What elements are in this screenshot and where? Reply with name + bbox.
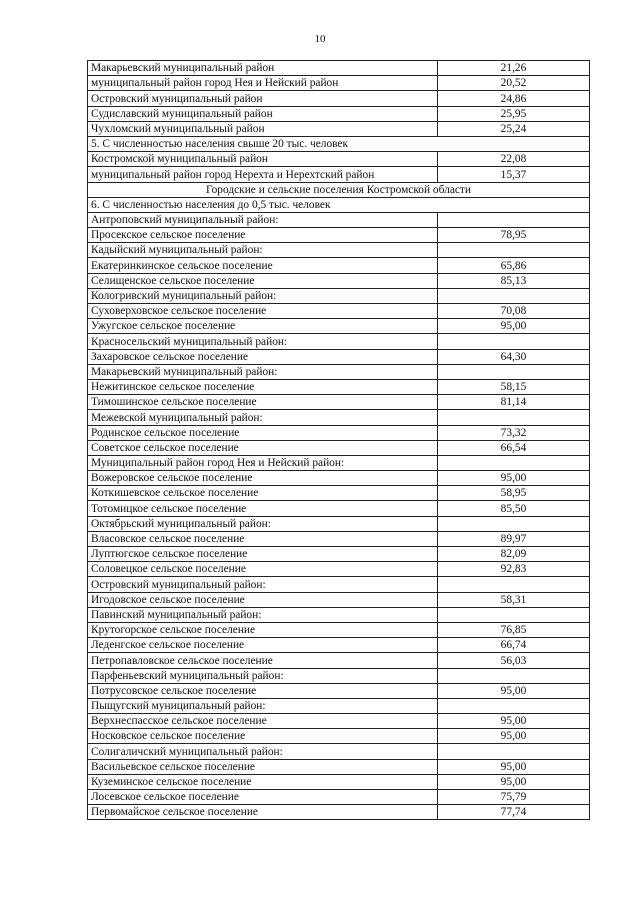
settlement-name: Тотомицкое сельское поселение — [88, 501, 438, 516]
value-cell: 82,09 — [438, 547, 590, 562]
value-cell: 25,95 — [438, 106, 590, 121]
settlement-name: Потрусовское сельское поселение — [88, 683, 438, 698]
district-group-row — [88, 668, 590, 683]
settlement-name: Соловецкое сельское поселение — [88, 562, 438, 577]
table-row — [88, 228, 590, 243]
settlement-name: Власовское сельское поселение — [88, 531, 438, 546]
settlement-name: Тимошинское сельское поселение — [88, 395, 438, 410]
value-cell — [438, 516, 590, 531]
settlement-name: Советское сельское поселение — [88, 440, 438, 455]
district-group-row — [88, 288, 590, 303]
district-name: Антроповский муниципальный район: — [88, 212, 438, 227]
district-group-row — [88, 364, 590, 379]
value-cell — [438, 334, 590, 349]
settlement-name: Нежитинское сельское поселение — [88, 379, 438, 394]
value-cell: 95,00 — [438, 319, 590, 334]
settlement-name: Екатеринкинское сельское поселение — [88, 258, 438, 273]
table-row — [88, 531, 590, 546]
value-cell: 15,37 — [438, 167, 590, 182]
table-row — [88, 304, 590, 319]
table-row — [88, 152, 590, 167]
table-row — [88, 379, 590, 394]
value-cell: 81,14 — [438, 395, 590, 410]
district-group-row — [88, 334, 590, 349]
table-row — [88, 683, 590, 698]
value-cell: 95,00 — [438, 729, 590, 744]
district-group-row — [88, 607, 590, 622]
value-cell — [438, 410, 590, 425]
settlement-name: Чухломский муниципальный район — [88, 121, 438, 136]
table-row — [88, 486, 590, 501]
value-cell — [438, 607, 590, 622]
settlement-name: Игодовское сельское поселение — [88, 592, 438, 607]
value-cell — [438, 243, 590, 258]
value-cell — [438, 288, 590, 303]
value-cell: 85,13 — [438, 273, 590, 288]
table-row — [88, 273, 590, 288]
value-cell: 70,08 — [438, 304, 590, 319]
section-heading: 6. С численностью населения до 0,5 тыс. человек — [88, 197, 590, 212]
value-cell: 76,85 — [438, 622, 590, 637]
table-title-row — [88, 182, 590, 197]
settlement-name: Макарьевский муниципальный район — [88, 61, 438, 76]
settlement-name: Леденгское сельское поселение — [88, 638, 438, 653]
table-row — [88, 622, 590, 637]
settlement-name: Лосевское сельское поселение — [88, 790, 438, 805]
page-number: 10 — [314, 33, 326, 45]
table-row — [88, 349, 590, 364]
settlement-name: Первомайское сельское поселение — [88, 805, 438, 820]
value-cell: 78,95 — [438, 228, 590, 243]
value-cell: 58,31 — [438, 592, 590, 607]
district-group-row — [88, 698, 590, 713]
table-row — [88, 759, 590, 774]
value-cell: 77,74 — [438, 805, 590, 820]
value-cell — [438, 577, 590, 592]
value-cell: 25,24 — [438, 121, 590, 136]
table-row — [88, 395, 590, 410]
table-row — [88, 61, 590, 76]
table-row — [88, 76, 590, 91]
table-row — [88, 471, 590, 486]
district-name: Павинский муниципальный район: — [88, 607, 438, 622]
district-group-row — [88, 744, 590, 759]
value-cell — [438, 668, 590, 683]
table-row — [88, 562, 590, 577]
table-row — [88, 91, 590, 106]
settlement-name: Луптюгское сельское поселение — [88, 547, 438, 562]
value-cell: 66,74 — [438, 638, 590, 653]
value-cell: 73,32 — [438, 425, 590, 440]
district-name: Кадыйский муниципальный район: — [88, 243, 438, 258]
table-row — [88, 790, 590, 805]
value-cell — [438, 455, 590, 470]
table-title: Городские и сельские поселения Костромской области — [88, 182, 590, 197]
table-row — [88, 319, 590, 334]
value-cell — [438, 364, 590, 379]
value-cell: 95,00 — [438, 759, 590, 774]
value-cell: 66,54 — [438, 440, 590, 455]
settlement-name: Просекское сельское поселение — [88, 228, 438, 243]
table-body — [88, 61, 590, 820]
table-row — [88, 653, 590, 668]
table-row — [88, 805, 590, 820]
settlement-name: Крутогорское сельское поселение — [88, 622, 438, 637]
value-cell: 58,15 — [438, 379, 590, 394]
value-cell: 56,03 — [438, 653, 590, 668]
table-row — [88, 425, 590, 440]
value-cell — [438, 744, 590, 759]
district-name: Муниципальный район город Нея и Нейский район: — [88, 455, 438, 470]
district-name: Макарьевский муниципальный район: — [88, 364, 438, 379]
table-row — [88, 106, 590, 121]
district-group-row — [88, 212, 590, 227]
value-cell: 24,86 — [438, 91, 590, 106]
value-cell: 75,79 — [438, 790, 590, 805]
table-row — [88, 714, 590, 729]
district-group-row — [88, 455, 590, 470]
district-name: Парфеньевский муниципальный район: — [88, 668, 438, 683]
settlement-name: Суховерховское сельское поселение — [88, 304, 438, 319]
settlement-name: Куземинское сельское поселение — [88, 774, 438, 789]
value-cell: 85,50 — [438, 501, 590, 516]
value-cell: 95,00 — [438, 683, 590, 698]
table-row — [88, 121, 590, 136]
settlement-name: Коткишевское сельское поселение — [88, 486, 438, 501]
settlement-name: Ужугское сельское поселение — [88, 319, 438, 334]
section-heading: 5. С численностью населения свыше 20 тыс. человек — [88, 136, 590, 151]
settlement-name: муниципальный район город Нея и Нейский район — [88, 76, 438, 91]
district-name: Островский муниципальный район: — [88, 577, 438, 592]
settlement-name: Верхнеспасское сельское поселение — [88, 714, 438, 729]
district-group-row — [88, 516, 590, 531]
settlement-name: Родинское сельское поселение — [88, 425, 438, 440]
settlement-name: Костромской муниципальный район — [88, 152, 438, 167]
settlement-name: Захаровское сельское поселение — [88, 349, 438, 364]
settlement-name: Носковское сельское поселение — [88, 729, 438, 744]
district-name: Межевской муниципальный район: — [88, 410, 438, 425]
table-row — [88, 547, 590, 562]
table-row — [88, 258, 590, 273]
settlement-name: Селищенское сельское поселение — [88, 273, 438, 288]
value-cell: 64,30 — [438, 349, 590, 364]
value-cell: 95,00 — [438, 774, 590, 789]
table-row — [88, 592, 590, 607]
table-section-row — [88, 197, 590, 212]
value-cell: 22,08 — [438, 152, 590, 167]
settlement-name: Судиславский муниципальный район — [88, 106, 438, 121]
value-cell — [438, 212, 590, 227]
district-group-row — [88, 577, 590, 592]
district-name: Октябрьский муниципальный район: — [88, 516, 438, 531]
values-table — [87, 60, 590, 820]
district-group-row — [88, 410, 590, 425]
settlement-name: Петропавловское сельское поселение — [88, 653, 438, 668]
settlement-name: Васильевское сельское поселение — [88, 759, 438, 774]
value-cell: 21,26 — [438, 61, 590, 76]
table-row — [88, 729, 590, 744]
district-name: Солигаличский муниципальный район: — [88, 744, 438, 759]
district-name: Красносельский муниципальный район: — [88, 334, 438, 349]
value-cell: 65,86 — [438, 258, 590, 273]
settlement-name: Островский муниципальный район — [88, 91, 438, 106]
value-cell: 95,00 — [438, 714, 590, 729]
settlement-name: Вожеровское сельское поселение — [88, 471, 438, 486]
table-row — [88, 638, 590, 653]
table-row — [88, 167, 590, 182]
value-cell: 58,95 — [438, 486, 590, 501]
table-row — [88, 774, 590, 789]
district-name: Пыщугский муниципальный район: — [88, 698, 438, 713]
value-cell — [438, 698, 590, 713]
table-section-row — [88, 136, 590, 151]
value-cell: 89,97 — [438, 531, 590, 546]
district-name: Кологривский муниципальный район: — [88, 288, 438, 303]
district-group-row — [88, 243, 590, 258]
value-cell: 20,52 — [438, 76, 590, 91]
value-cell: 92,83 — [438, 562, 590, 577]
table-row — [88, 501, 590, 516]
settlement-name: муниципальный район город Нерехта и Нерехтский район — [88, 167, 438, 182]
table-row — [88, 440, 590, 455]
value-cell: 95,00 — [438, 471, 590, 486]
